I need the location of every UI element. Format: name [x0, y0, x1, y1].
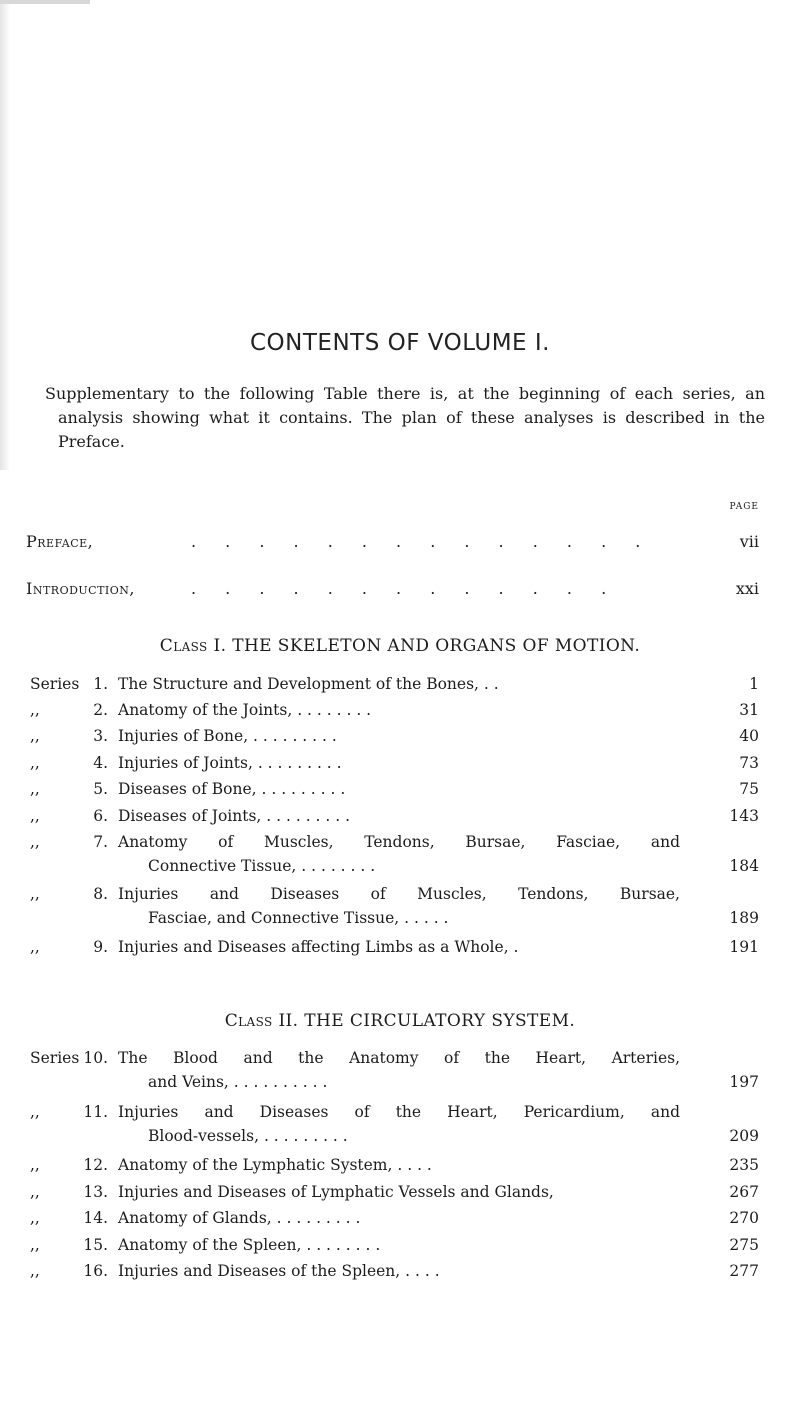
series-title-line: Injuries and Diseases affecting Limbs as a Whole, .: [118, 938, 519, 956]
series-number: 11.: [83, 1103, 108, 1121]
series-title: [118, 724, 680, 748]
series-number: 2.: [93, 701, 108, 719]
page-edge-mark: [0, 0, 90, 4]
series-label: ,,: [30, 1209, 40, 1227]
series-title-line: Injuries of Joints, . . . . . . . . .: [118, 754, 342, 772]
series-title: [118, 777, 680, 801]
page-title: CONTENTS OF VOLUME I.: [250, 330, 550, 356]
series-label: ,,: [30, 1156, 40, 1174]
series-page-number: 197: [729, 1073, 759, 1091]
series-number: 10.: [83, 1049, 108, 1067]
series-title: [118, 1259, 680, 1283]
series-label: ,,: [30, 807, 40, 825]
series-page-number: 267: [729, 1183, 759, 1201]
series-page-number: 235: [729, 1156, 759, 1174]
leader-dots: . . . . . . . . . . . . . .: [191, 532, 653, 551]
series-label: Series: [30, 1049, 80, 1067]
front-matter-introduction: [26, 577, 759, 601]
leader-dots: . . . . . . . . . . . . .: [191, 579, 619, 598]
series-title: [118, 751, 680, 775]
series-title-line: The Blood and the Anatomy of the Heart, Arteries,: [118, 1049, 680, 1067]
series-number: 6.: [93, 807, 108, 825]
series-number: 14.: [83, 1209, 108, 1227]
series-title: [118, 672, 680, 696]
series-page-number: 277: [729, 1262, 759, 1280]
class-label: Class I.: [159, 636, 227, 656]
series-title: [118, 804, 680, 828]
series-label: ,,: [30, 701, 40, 719]
series-label: ,,: [30, 780, 40, 798]
series-number: 9.: [93, 938, 108, 956]
series-label: ,,: [30, 1236, 40, 1254]
series-label: ,,: [30, 885, 40, 903]
series-title: [118, 1153, 680, 1177]
series-page-number: 189: [729, 909, 759, 927]
series-title: [118, 1180, 680, 1204]
series-page-number: 143: [729, 807, 759, 825]
series-title-line: Anatomy of the Lymphatic System, . . . .: [118, 1156, 432, 1174]
series-page-number: 184: [729, 857, 759, 875]
series-label: Series: [30, 675, 80, 693]
front-matter-preface: [26, 530, 759, 554]
series-page-number: 270: [729, 1209, 759, 1227]
series-title-line: Injuries and Diseases of Muscles, Tendons, Bursae,: [118, 885, 680, 903]
series-title: [118, 882, 680, 930]
series-title-continuation: Connective Tissue, . . . . . . . .: [148, 857, 376, 875]
series-number: 7.: [93, 833, 108, 851]
series-number: 12.: [83, 1156, 108, 1174]
series-number: 5.: [93, 780, 108, 798]
series-page-number: 75: [739, 780, 759, 798]
series-title-line: Diseases of Joints, . . . . . . . . .: [118, 807, 351, 825]
series-title: [118, 1206, 680, 1230]
series-label: ,,: [30, 1183, 40, 1201]
series-title-line: Injuries and Diseases of the Heart, Pericardium, and: [118, 1103, 680, 1121]
series-number: 8.: [93, 885, 108, 903]
series-title-line: Anatomy of Glands, . . . . . . . . .: [118, 1209, 361, 1227]
series-title-line: Anatomy of Muscles, Tendons, Bursae, Fasciae, and: [118, 833, 680, 851]
series-title-line: The Structure and Development of the Bones, . .: [118, 675, 499, 693]
series-title: [118, 1233, 680, 1257]
front-matter-page: vii: [739, 532, 759, 551]
series-title-continuation: and Veins, . . . . . . . . . .: [148, 1073, 328, 1091]
series-page-number: 31: [739, 701, 759, 719]
series-title: [118, 1046, 680, 1094]
series-title-continuation: Fasciae, and Connective Tissue, . . . . .: [148, 909, 449, 927]
series-title-continuation: Blood-vessels, . . . . . . . . .: [148, 1127, 348, 1145]
series-page-number: 40: [739, 727, 759, 745]
class-heading: [0, 636, 800, 656]
series-title-line: Injuries of Bone, . . . . . . . . .: [118, 727, 337, 745]
series-page-number: 275: [729, 1236, 759, 1254]
series-label: ,,: [30, 754, 40, 772]
series-label: ,,: [30, 1103, 40, 1121]
class-title: THE SKELETON AND ORGANS OF MOTION.: [232, 636, 641, 656]
series-label: ,,: [30, 1262, 40, 1280]
series-page-number: 209: [729, 1127, 759, 1145]
series-title: [118, 935, 680, 959]
class-label: Class II.: [224, 1011, 299, 1031]
page-edge-shadow: [0, 0, 10, 470]
series-title-line: Anatomy of the Joints, . . . . . . . .: [118, 701, 372, 719]
series-title-line: Diseases of Bone, . . . . . . . . .: [118, 780, 346, 798]
series-page-number: 1: [749, 675, 759, 693]
series-label: ,,: [30, 833, 40, 851]
front-matter-label: Preface,: [26, 532, 94, 551]
series-title: [118, 698, 680, 722]
front-matter-label: Introduction,: [26, 579, 135, 598]
series-title-line: Injuries and Diseases of the Spleen, . . . .: [118, 1262, 440, 1280]
class-heading: [0, 1011, 800, 1031]
series-title: [118, 1100, 680, 1148]
series-number: 1.: [93, 675, 108, 693]
series-label: ,,: [30, 727, 40, 745]
series-title-line: Anatomy of the Spleen, . . . . . . . .: [118, 1236, 381, 1254]
series-number: 15.: [83, 1236, 108, 1254]
series-number: 13.: [83, 1183, 108, 1201]
series-number: 16.: [83, 1262, 108, 1280]
series-title: [118, 830, 680, 878]
series-title-line: Injuries and Diseases of Lymphatic Vessels and Glands,: [118, 1183, 554, 1201]
series-number: 3.: [93, 727, 108, 745]
page-column-label: PAGE: [729, 502, 759, 512]
intro-paragraph: Supplementary to the following Table there is, at the beginning of each series, an analysis showing what it contains. The plan of these analyses is described in the Preface.: [45, 384, 765, 451]
class-title: THE CIRCULATORY SYSTEM.: [304, 1011, 576, 1031]
series-page-number: 191: [729, 938, 759, 956]
series-page-number: 73: [739, 754, 759, 772]
series-label: ,,: [30, 938, 40, 956]
front-matter-page: xxi: [735, 579, 759, 598]
series-number: 4.: [93, 754, 108, 772]
